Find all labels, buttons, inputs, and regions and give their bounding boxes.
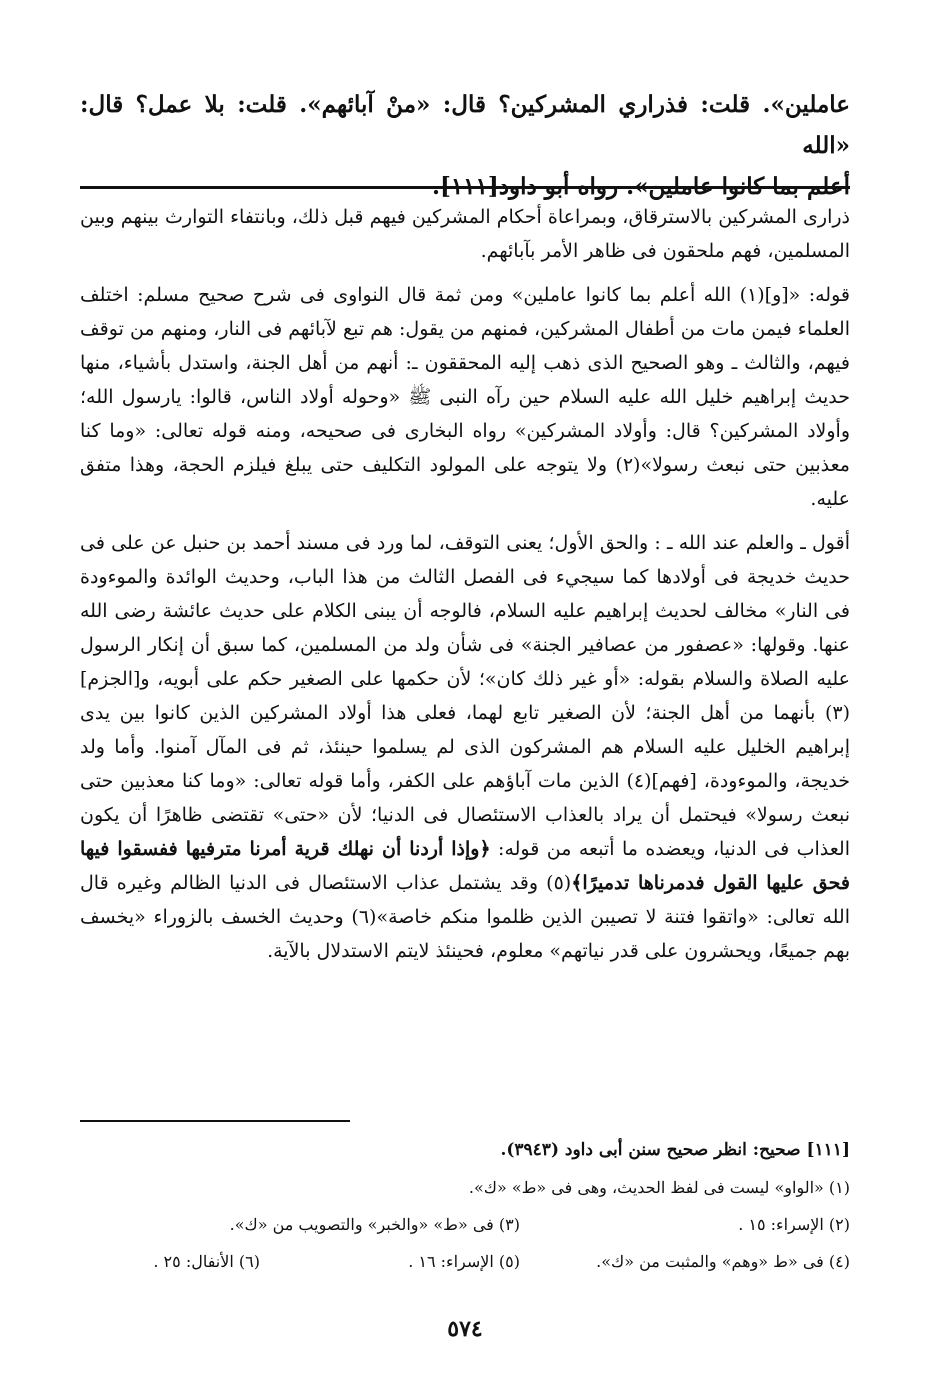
quran-verse: ﴿وإذا أردنا أن نهلك قرية أمرنا مترفيها ففسقوا فيها فحق عليها القول فدمرناها تدميرًا﴾ [80, 838, 851, 894]
footnote-3: (٣) فى «ط» «والخبر» والتصويب من «ك». [229, 1215, 520, 1234]
hadith-line-1: عاملين». قلت: فذراري المشركين؟ قال: «منْ آبائهم». قلت: بلا عمل؟ قال: «الله [80, 91, 850, 159]
separator-rule [80, 186, 850, 189]
footnote-row-1 [80, 1169, 850, 1206]
commentary-paragraph-1: ذرارى المشركين بالاسترقاق، وبمراعاة أحكام المشركين فيهم قبل ذلك، وبانتفاء التوارث بينهم وبين المسلمين، فهم ملحقون فى ظاهر الأمر بآبائهم. [80, 206, 850, 262]
commentary-paragraph-3 [80, 526, 850, 968]
commentary-paragraph-3-end: (٥) وقد يشتمل عذاب الاستئصال فى الدنيا الظالم وغيره قال الله تعالى: «واتقوا فتنة لا تصيبن الذين ظلموا منكم خاصة»(٦) وحديث الخسف بالزوراء «يخسف بهم جميعًا، ويحشرون على قدر نياتهم» معلوم، فحينئذ لايتم الاستدلال بالآية. [80, 872, 850, 962]
footnote-takhrij [80, 1132, 850, 1169]
commentary-paragraph-2: قوله: «[و](١) الله أعلم بما كانوا عاملين» ومن ثمة قال النواوى فى شرح صحيح مسلم: اختلف العلماء فيمن مات من أطفال المشركين، فمنهم من يقول: هم تبع لآبائهم فى النار، ومنهم من توقف فيهم، والثالث ـ وهو الصحيح الذى ذهب إليه المحققون ـ: أنهم من أهل الجنة، واستدل بأشياء، منها حديث إبراهيم خليل الله عليه السلام حين رآه النبى ﷺ «وحوله أولاد الناس، قالوا: يارسول الله؛ وأولاد المشركين؟ قال: وأولاد المشركين» رواه البخارى فى صحيحه، ومنه قوله تعالى: «وما كنا معذبين حتى نبعث رسولا»(٢) ولا يتوجه على المولود التكليف حتى يبلغ فيلزم الحجة، وهذا متفق عليه. [80, 284, 850, 510]
hadith-line-2: أعلم بما كانوا عاملين». رواه أبو داود[١١١]. [431, 173, 850, 200]
footnote-4: (٤) فى «ط «وهم» والمثبت من «ك». [596, 1252, 850, 1271]
page-number: ٥٧٤ [447, 1316, 483, 1342]
commentary-paragraph-3-start: أقول ـ والعلم عند الله ـ : والحق الأول؛ يعنى التوقف، لما ورد فى مسند أحمد بن حنبل عن على فى حديث خديجة فى أولادها كما سيجيء فى الفصل الثالث من هذا الباب، وحديث الوائدة والموءودة فى النار» مخالف لحديث إبراهيم عليه السلام، فالوجه أن يبنى الكلام على حديث عائشة رضى الله عنها. وقولها: «عصفور من عصافير الجنة» فى شأن ولد من المسلمين، كما سبق أن إنكار الرسول عليه الصلاة والسلام بقوله: «أو غير ذلك كان»؛ لأن حكمها على الصغير حكم على أبويه، و[الجزم](٣) بأنهما من أهل الجنة؛ لأن الصغير تابع لهما، فعلى هذا أولاد المشركين الذين كانوا بين يدى إبراهيم الخليل عليه السلام هم المشركون الذى لم يسلموا حينئذ، ثم فى المآل آمنوا. وأما ولد خديجة، والموءودة، [فهم](٤) الذين مات آباؤهم على الكفر، وأما قوله تعالى: «وما كنا معذبين حتى نبعث رسولا» فيحتمل أن يراد بالعذاب الاستئصال فى الدنيا؛ لأن «حتى» تقتضى ظاهرًا أن يكون العذاب فى الدنيا، ويعضده ما أتبعه من قوله: [80, 532, 850, 860]
footnote-2: (٢) الإسراء: ١٥ . [738, 1215, 850, 1234]
footnote-row-2 [80, 1206, 850, 1243]
commentary-section [80, 200, 850, 978]
book-page [80, 0, 850, 1385]
footnote-1: (١) «الواو» ليست فى لفظ الحديث، وهى فى «ط» «ك». [468, 1178, 850, 1197]
footnote-5: (٥) الإسراء: ١٦ . [408, 1252, 520, 1271]
footnote-6: (٦) الأنفال: ٢٥ . [153, 1252, 260, 1271]
footnote-takhrij-text: [١١١] صحيح: انظر صحيح سنن أبى داود (٣٩٤٣). [500, 1140, 850, 1160]
footnotes-section [80, 1132, 850, 1280]
footnote-row-3 [80, 1243, 850, 1280]
footnote-separator [80, 1120, 350, 1122]
